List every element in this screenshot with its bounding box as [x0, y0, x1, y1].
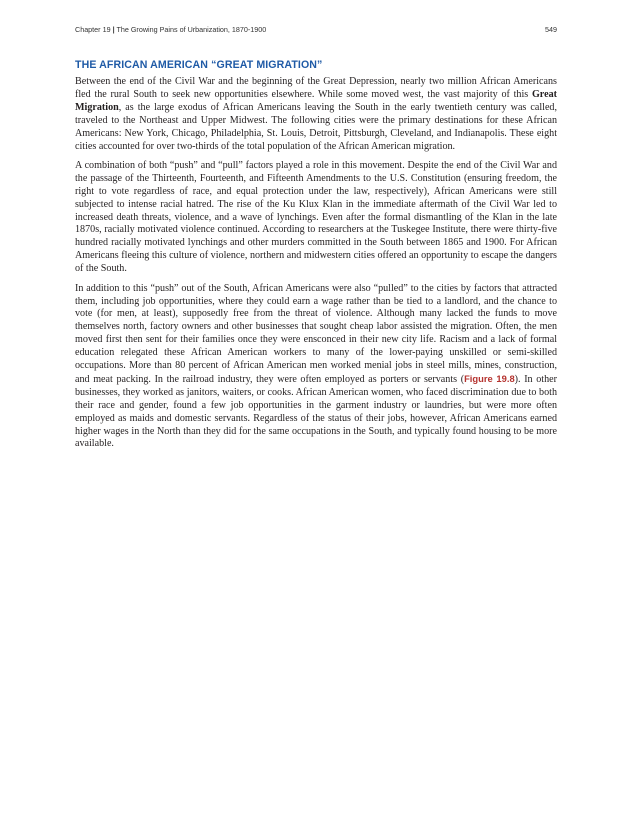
- running-header: [75, 25, 557, 37]
- paragraph-1: [75, 76, 557, 153]
- paragraph-1-text-a: Between the end of the Civil War and the beginning of the Great Depression, nearly two million African Americans fled the rural South to seek new opportunities elsewhere. While some moved west, the vast majority of this: [75, 76, 557, 100]
- section-heading: THE AFRICAN AMERICAN “GREAT MIGRATION”: [75, 59, 323, 71]
- page-number: 549: [545, 25, 557, 34]
- chapter-label: Chapter 19: [75, 25, 111, 34]
- key-term-great-migration: Great Migration: [75, 88, 557, 113]
- body-content: [75, 76, 557, 458]
- paragraph-2: A combination of both “push” and “pull” factors played a role in this movement. Despite the end of the Civil War and the passage of the Thirteenth, Fourteenth, and Fifteenth Amendments to the U.S. Constitution (ensuring freedom, the right to vote regardless of race, and equal protection under the law, respectively), African Americans were still subjected to intense racial hatred. The rise of the Ku Klux Klan in the immediate aftermath of the Civil War led to increased death threats, violence, and a wave of lynchings. Even after the formal dismantling of the Klan in the late 1870s, racially motivated violence continued. According to researchers at the Tuskegee Institute, there were thirty-five hundred racially motivated lynchings and other murders committed in the South between 1865 and 1900. For African Americans fleeing this culture of violence, northern and midwestern cities offered an opportunity to escape the dangers of the South.: [75, 159, 557, 275]
- chapter-title: The Growing Pains of Urbanization, 1870-1900: [116, 25, 267, 34]
- paragraph-1-text-b: , as the large exodus of African Americans leaving the South in the early twentieth century was called, traveled to the Northeast and Upper Midwest. The following cities were the primary destinations for these African Americans: New York, Chicago, Philadelphia, St. Louis, Detroit, Pittsburgh, Cleveland, and Indianapolis. These eight cities accounted for over two-thirds of the total population of the African American migration.: [75, 101, 557, 152]
- paragraph-3-text-b: ). In other businesses, they worked as janitors, waiters, or cooks. African American women, who faced discrimination due to both their race and gender, found a few job opportunities in the garment industry or laundries, but were more often employed as maids and domestic servants. Regardless of the status of their jobs, however, African Americans earned higher wages in the North than they did for the same occupations in the South, and typically found housing to be more available.: [75, 373, 557, 450]
- figure-link[interactable]: Figure 19.8: [464, 372, 515, 384]
- paragraph-3: [75, 283, 557, 452]
- paragraph-3-text-a: In addition to this “push” out of the South, African Americans were also “pulled” to the cities by factors that attracted them, including job opportunities, where they could earn a wage rather than be tied to a landlord, and the chance to vote (for men, at least), supposedly free from the threat of violence. Although many lacked the funds to move themselves north, factory owners and other businesses that sought cheap labor assisted the migration. Often, the men moved first then sent for their families once they were ensconced in their new city life. Racism and a lack of formal education relegated these African American workers to many of the lower-paying unskilled or semi-skilled occupations. More than 80 percent of African American men worked menial jobs in steel mills, mines, construction, and meat packing. In the railroad industry, they were often employed as porters or servants (: [75, 282, 557, 385]
- header-separator: |: [112, 25, 115, 34]
